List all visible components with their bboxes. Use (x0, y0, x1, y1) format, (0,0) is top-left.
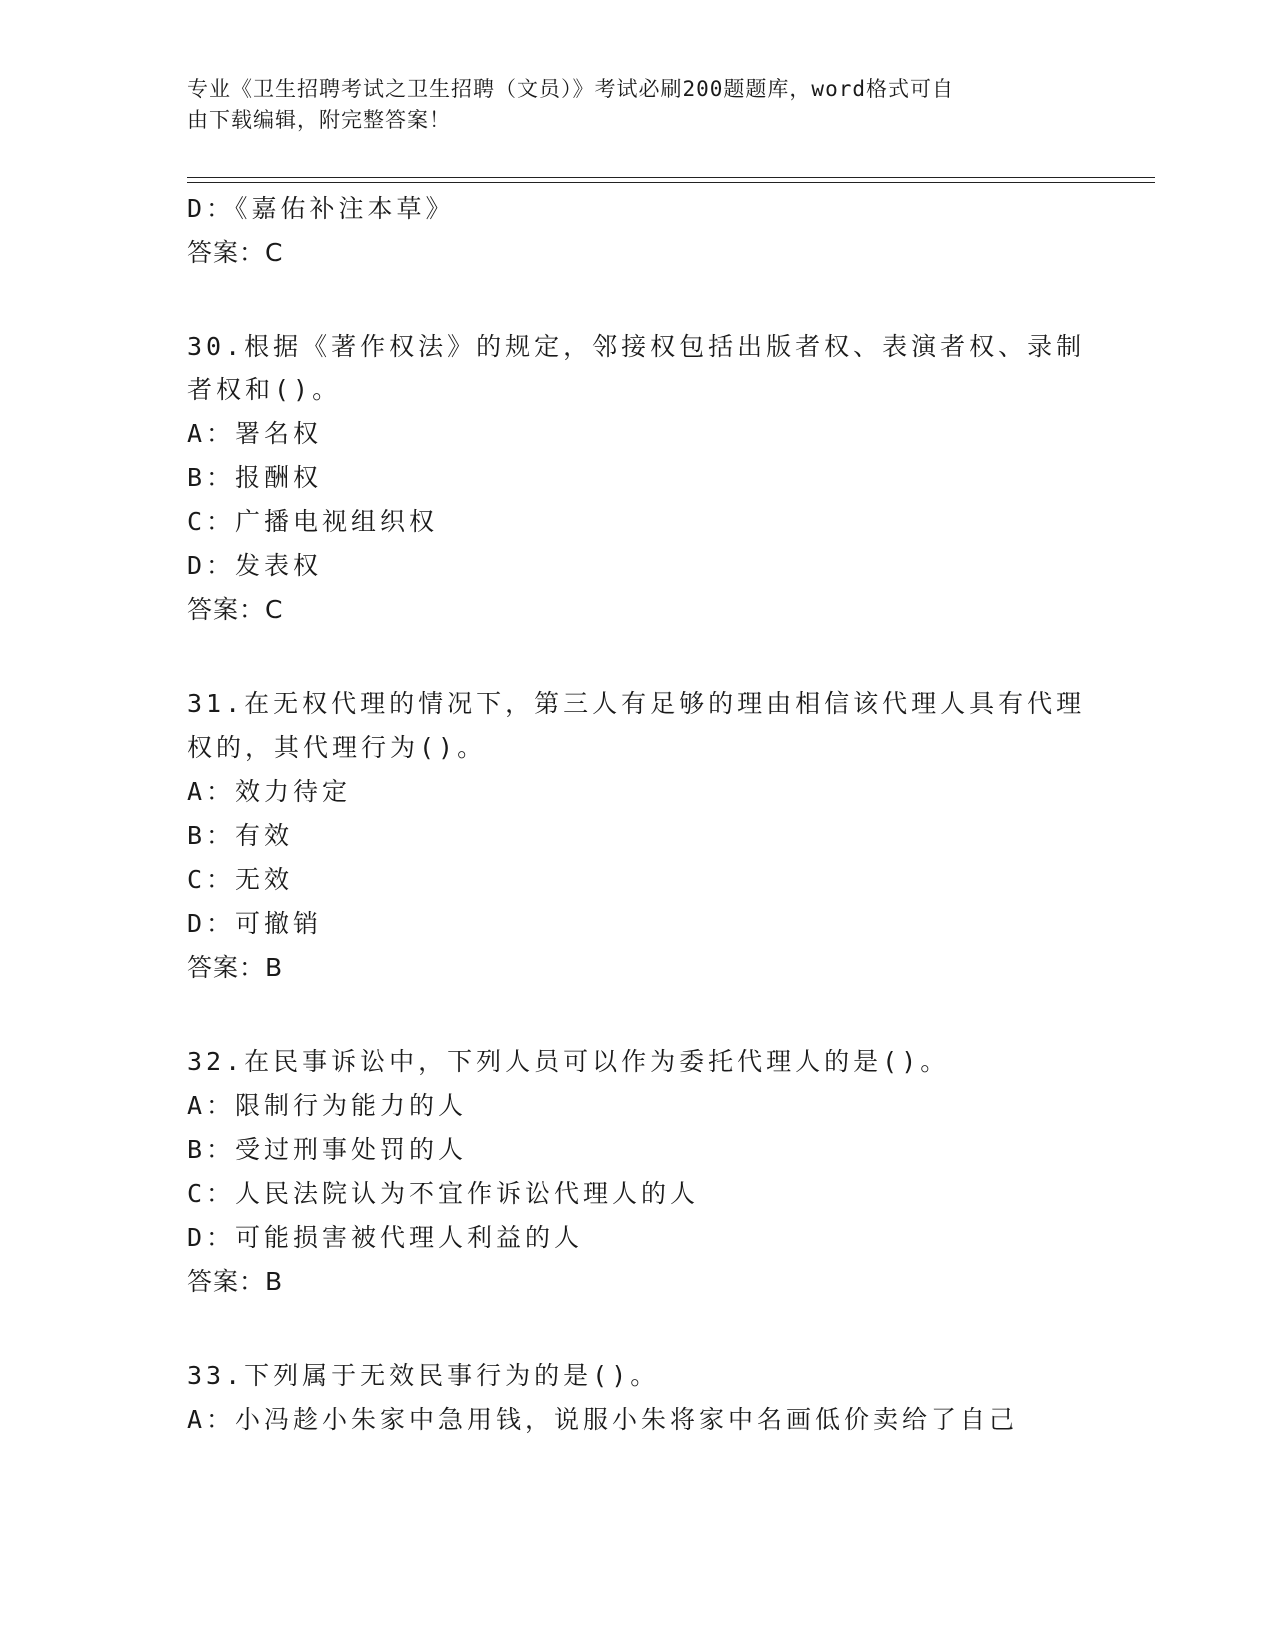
q32-option-c: C：人民法院认为不宜作诉讼代理人的人 (187, 1179, 700, 1208)
q32-option-d: D：可能损害被代理人利益的人 (187, 1223, 584, 1252)
header-divider-top (187, 177, 1155, 178)
q31-option-d: D：可撤销 (187, 909, 323, 938)
prev-option-d: D：《嘉佑补注本草》 (187, 194, 455, 223)
q30-option-d: D：发表权 (187, 551, 323, 580)
q31-stem-line-2: 权的，其代理行为()。 (187, 733, 487, 762)
q30-option-b: B：报酬权 (187, 463, 323, 492)
q32-option-a: A：限制行为能力的人 (187, 1091, 468, 1120)
q31-option-a: A：效力待定 (187, 777, 352, 806)
q33-stem-line-1: 33.下列属于无效民事行为的是()。 (187, 1361, 660, 1390)
header-divider-bottom (187, 182, 1155, 183)
header-line-1: 专业《卫生招聘考试之卫生招聘（文员）》考试必刷200题题库，word格式可自 (187, 77, 954, 101)
q31-answer: 答案：B (187, 953, 284, 982)
q31-stem-line-1: 31.在无权代理的情况下，第三人有足够的理由相信该代理人具有代理 (187, 689, 1086, 718)
q30-option-a: A：署名权 (187, 419, 323, 448)
q30-stem-line-1: 30.根据《著作权法》的规定，邻接权包括出版者权、表演者权、录制 (187, 332, 1086, 361)
q32-option-b: B：受过刑事处罚的人 (187, 1135, 468, 1164)
q30-option-c: C：广播电视组织权 (187, 507, 439, 536)
header-line-2: 由下载编辑，附完整答案！ (187, 108, 451, 132)
q30-answer: 答案：C (187, 595, 284, 624)
q30-stem-line-2: 者权和()。 (187, 375, 342, 404)
q32-stem-line-1: 32.在民事诉讼中，下列人员可以作为委托代理人的是()。 (187, 1047, 950, 1076)
q33-option-a: A：小冯趁小朱家中急用钱，说服小朱将家中名画低价卖给了自己 (187, 1405, 1019, 1434)
document-header (187, 74, 1067, 136)
q31-option-c: C：无效 (187, 865, 294, 894)
prev-answer: 答案：C (187, 238, 284, 267)
q31-option-b: B：有效 (187, 821, 294, 850)
q32-answer: 答案：B (187, 1267, 284, 1296)
